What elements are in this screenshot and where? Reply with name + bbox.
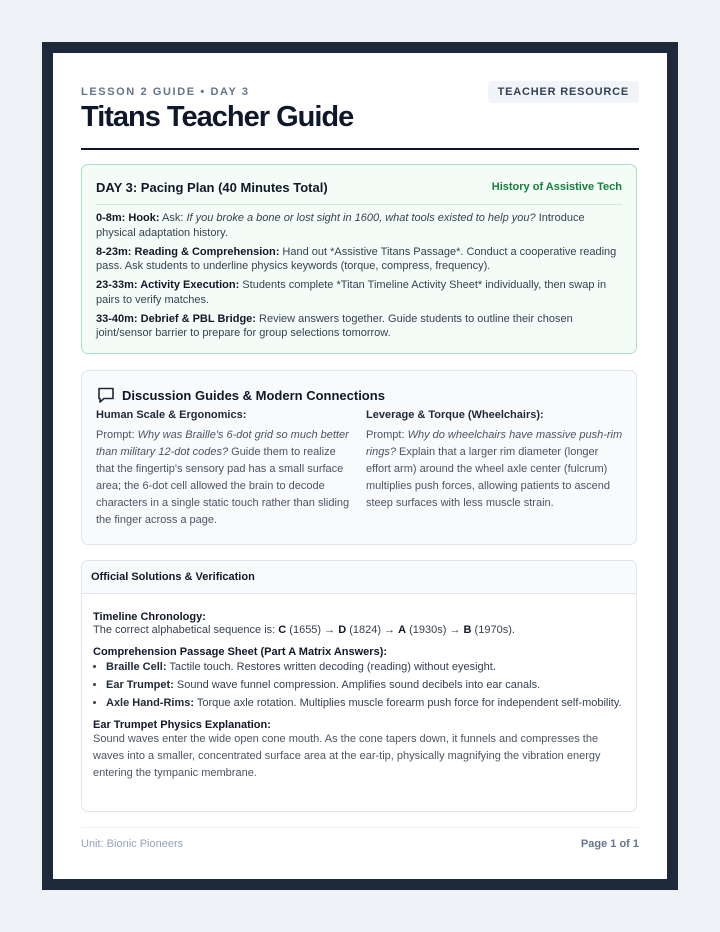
- sequence-year: (1970s).: [471, 624, 515, 636]
- discussion-body: [96, 427, 350, 529]
- answer-term: Ear Trumpet:: [106, 679, 174, 691]
- sequence-letter: D: [338, 624, 347, 636]
- passage-section: [93, 646, 625, 710]
- physics-explanation: Sound waves enter the wide open cone mouth. As the cone tapers down, it funnels and compresses the waves into a smaller, concentrated surface area at the ear-tip, physically magnifying the vibration energy entering the tympanic membrane.: [93, 733, 601, 779]
- pacing-item: [96, 312, 626, 341]
- list-item: [106, 696, 625, 710]
- pacing-item-text: Students complete *Titan Timeline Activity Sheet* individually, then swap in pairs to verify matches.: [96, 279, 607, 306]
- pacing-title: DAY 3: Pacing Plan (40 Minutes Total): [96, 180, 328, 195]
- pacing-tag: History of Assistive Tech: [491, 181, 622, 193]
- pacing-item-question: If you broke a bone or lost sight in 1600, what tools existed to help you?: [186, 212, 536, 224]
- prompt-question: Why do wheelchairs have massive push-rim rings?: [366, 429, 623, 458]
- list-item: [106, 678, 625, 692]
- pacing-item-label: 0-8m: Hook:: [96, 212, 160, 224]
- sequence-year: (1930s) →: [406, 624, 464, 636]
- pacing-item: [96, 278, 626, 307]
- pacing-item-text: Review answers together. Guide students to outline their chosen joint/sensor barrier to prepare for group selections tomorrow.: [96, 312, 573, 339]
- passage-heading: Comprehension Passage Sheet (Part A Matrix Answers):: [93, 646, 388, 658]
- sequence-letter: B: [463, 624, 472, 636]
- pacing-divider: [96, 204, 622, 205]
- prompt-label: Prompt:: [96, 429, 138, 441]
- sequence-letter: C: [278, 624, 287, 636]
- timeline-heading: Timeline Chronology:: [93, 611, 206, 623]
- discussion-heading: Leverage & Torque (Wheelchairs):: [366, 409, 544, 421]
- sequence-year: (1655) →: [286, 624, 339, 636]
- chat-bubble-icon: [96, 385, 116, 405]
- prompt-guidance: Explain that a larger rim diameter (longer effort arm) around the wheel axle center (fulcrum) multiplies push forces, allowing patients to ascend steep surfaces with less muscle strain.: [366, 446, 610, 509]
- answer-term: Braille Cell:: [106, 661, 167, 673]
- discussion-body: [366, 427, 624, 512]
- discussion-column-leverage: [366, 409, 624, 512]
- footer-page-number: Page 1 of 1: [580, 838, 639, 850]
- prompt-label: Prompt:: [366, 429, 408, 441]
- solutions-body: [93, 611, 625, 791]
- pacing-item-label: 23-33m: Activity Execution:: [96, 279, 240, 291]
- prompt-guidance: Guide them to realize that the fingertip's sensory pad has a small surface area; the 6-dot cell allowed the brain to decode characters in a single static touch rather than sliding the finger across a page.: [96, 446, 350, 526]
- pacing-item-label: 33-40m: Debrief & PBL Bridge:: [96, 312, 256, 325]
- pacing-list: [96, 211, 626, 345]
- sequence-year: (1824) →: [346, 624, 399, 636]
- footer-divider: [81, 827, 639, 828]
- list-item: [106, 660, 625, 674]
- answer-text: Tactile touch. Restores written decoding (reading) without eyesight.: [166, 661, 496, 673]
- pacing-plan-box: [81, 164, 637, 354]
- pacing-item: [96, 245, 626, 274]
- teacher-resource-badge: TEACHER RESOURCE: [488, 81, 639, 103]
- page-title: Titans Teacher Guide: [81, 101, 354, 133]
- passage-answer-list: [93, 660, 625, 710]
- pacing-item-label: 8-23m: Reading & Comprehension:: [96, 245, 280, 258]
- lesson-kicker: LESSON 2 GUIDE • DAY 3: [81, 86, 250, 98]
- pacing-item-text: Ask:: [159, 212, 187, 224]
- answer-text: Sound wave funnel compression. Amplifies sound decibels into ear canals.: [173, 679, 541, 691]
- discussion-title: Discussion Guides & Modern Connections: [122, 387, 385, 403]
- answer-term: Axle Hand-Rims:: [106, 697, 195, 709]
- footer-unit: Unit: Bionic Pioneers: [81, 838, 184, 850]
- title-rule: [81, 148, 639, 150]
- discussion-box: [81, 370, 637, 545]
- discussion-heading: Human Scale & Ergonomics:: [96, 409, 247, 421]
- pacing-item-text-end: Introduce physical adaptation history.: [96, 212, 585, 239]
- discussion-column-ergonomics: [96, 409, 350, 529]
- solutions-header: Official Solutions & Verification: [82, 561, 636, 594]
- discussion-header: [96, 385, 385, 405]
- solutions-box: [81, 560, 637, 812]
- physics-heading: Ear Trumpet Physics Explanation:: [93, 719, 271, 731]
- pacing-item-text: Hand out *Assistive Titans Passage*. Conduct a cooperative reading pass. Ask students to underline physics keywords (torque, compress, frequency).: [96, 245, 617, 272]
- sequence-letter: A: [398, 624, 407, 636]
- pacing-item: [96, 211, 626, 240]
- timeline-section: [93, 611, 625, 637]
- timeline-sequence: [93, 623, 625, 637]
- answer-text: Torque axle rotation. Multiplies muscle forearm push force for independent self-mobility.: [194, 697, 622, 709]
- physics-section: [93, 719, 625, 782]
- prompt-question: Why was Braille's 6-dot grid so much better than military 12-dot codes?: [96, 429, 349, 458]
- timeline-intro: The correct alphabetical sequence is:: [93, 624, 279, 636]
- document-page: [53, 53, 667, 879]
